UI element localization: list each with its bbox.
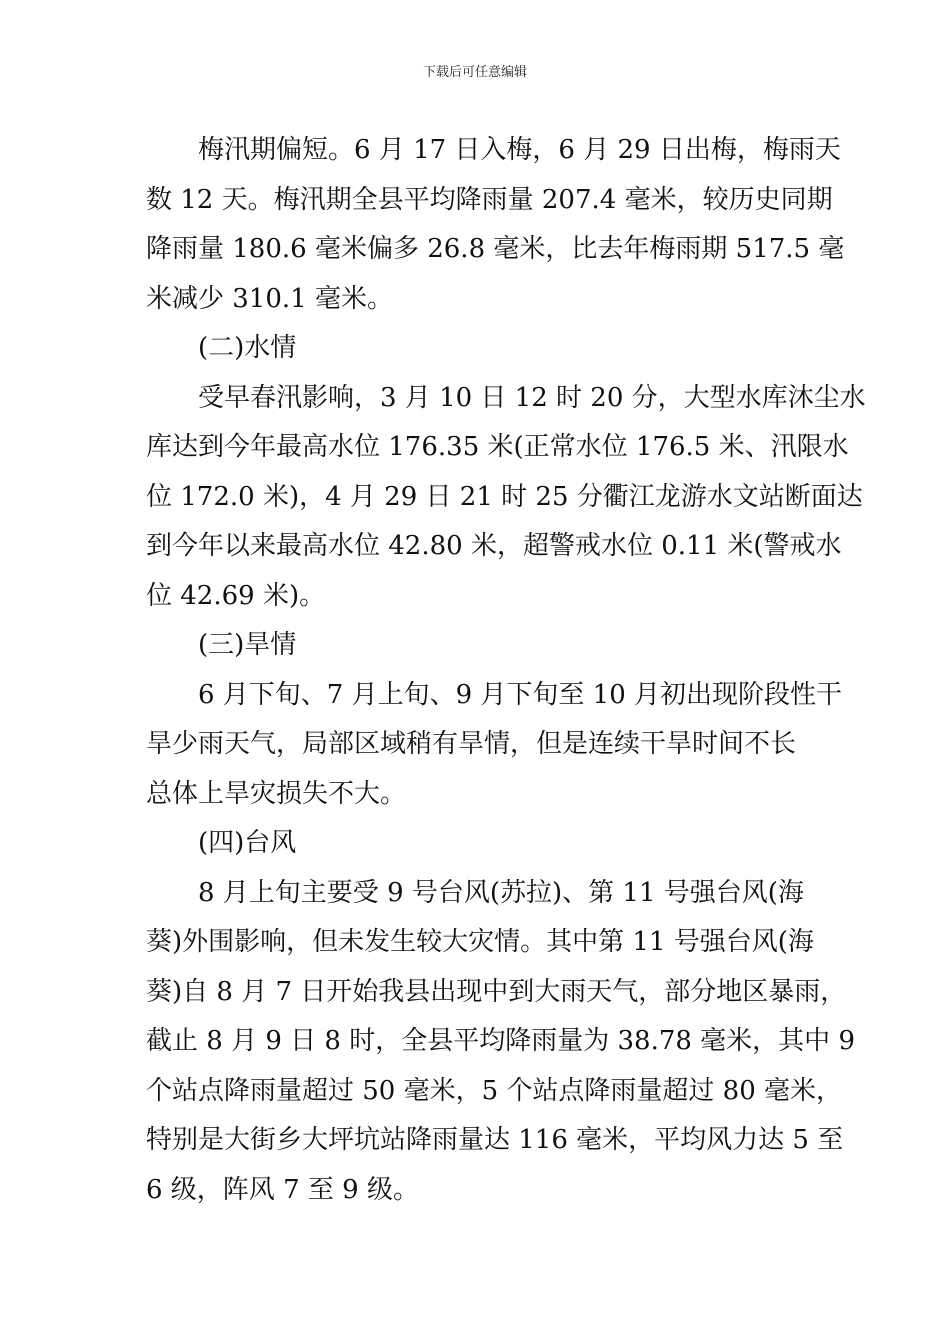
text-line: 梅汛期偏短。6 月 17 日入梅，6 月 29 日出梅，梅雨天: [198, 135, 841, 165]
text-line: 特别是大街乡大坪坑站降雨量达 116 毫米，平均风力达 5 至: [146, 1125, 844, 1155]
text-line: 位 42.69 米)。: [146, 580, 326, 611]
text-line: 库达到今年最高水位 176.35 米(正常水位 176.5 米、汛限水: [146, 432, 849, 462]
text-line: 6 级，阵风 7 至 9 级。: [146, 1174, 419, 1205]
document-body: [146, 126, 866, 1215]
text-line: 数 12 天。梅汛期全县平均降雨量 207.4 毫米，较历史同期: [146, 184, 833, 215]
text-line: 个站点降雨量超过 50 毫米，5 个站点降雨量超过 80 毫米，: [146, 1075, 843, 1106]
text-line: 截止 8 月 9 日 8 时，全县平均降雨量为 38.78 毫米，其中 9: [146, 1026, 855, 1056]
text-line: 葵)外围影响，但未发生较大灾情。其中第 11 号强台风(海: [146, 927, 814, 957]
text-line: 位 172.0 米)，4 月 29 日 21 时 25 分衢江龙游水文站断面达: [146, 481, 863, 512]
section-heading-drought: (三)旱情: [198, 630, 297, 660]
text-line: 降雨量 180.6 毫米偏多 26.8 毫米，比去年梅雨期 517.5 毫: [146, 234, 845, 264]
section-heading-water: (二)水情: [198, 333, 297, 363]
text-line: 8 月上旬主要受 9 号台风(苏拉)、第 11 号强台风(海: [198, 877, 804, 908]
section-heading-typhoon: (四)台风: [198, 828, 297, 858]
text-line: 米减少 310.1 毫米。: [146, 283, 393, 314]
text-line: 总体上旱灾损失不大。: [146, 778, 407, 809]
text-line: 葵)自 8 月 7 日开始我县出现中到大雨天气，部分地区暴雨，: [146, 976, 847, 1007]
text-line: 旱少雨天气，局部区域稍有旱情，但是连续干旱时间不长: [146, 729, 797, 759]
text-line: 到今年以来最高水位 42.80 米，超警戒水位 0.11 米(警戒水: [146, 531, 842, 561]
page-header: 下载后可任意编辑: [422, 65, 527, 80]
text-line: 6 月下旬、7 月上旬、9 月下旬至 10 月初出现阶段性干: [198, 679, 843, 710]
text-line: 受早春汛影响，3 月 10 日 12 时 20 分，大型水库沐尘水: [198, 382, 866, 413]
